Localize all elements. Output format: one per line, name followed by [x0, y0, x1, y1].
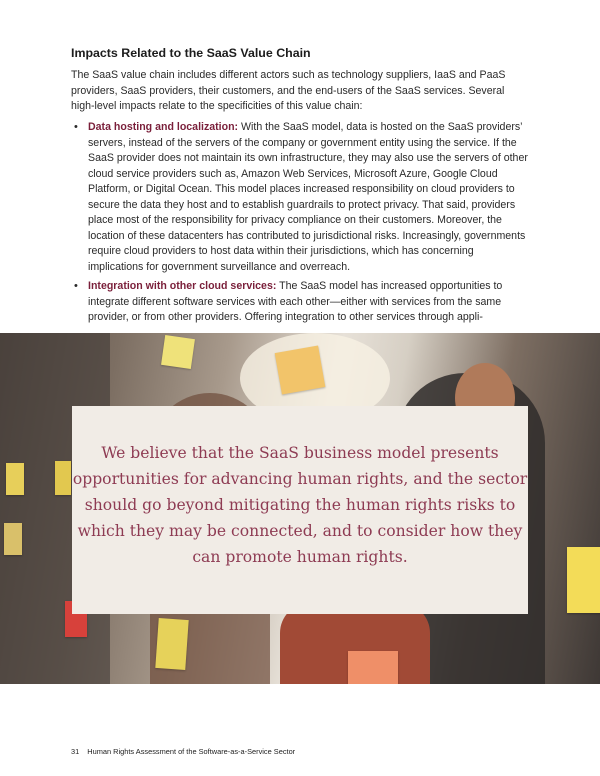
document-title: Human Rights Assessment of the Software-as-a-Service Sector [87, 747, 296, 756]
sticky-note [348, 651, 398, 684]
bullet-text: The SaaS model has increased opportunities to integrate different software services with each other—either with services from the same provider, or from other providers. Offering integration to other services through appli- [88, 280, 503, 323]
pull-quote: We believe that the SaaS business model presents opportunities for advancing human rights, and the sector should go beyond mitigating the human rights risks to which they may be connected, and to consider how they can promote human rights. [72, 444, 528, 566]
bullet-text: With the SaaS model, data is hosted on the SaaS providers’ servers, instead of the servers of the company or government entity using the service. If the SaaS provider does not maintain its own infrastructure, they may also use the servers of other cloud service providers such as, Amazon Web Services, Microsoft Azure, Google Cloud Platform, or Digital Ocean. This model places increased responsibility on cloud providers to secure the data they host and to establish guardrails to protect privacy. That said, providers place most of the responsibility for privacy compliance on their customers. Moreover, the location of these datacenters has contributed to jurisdictional risks. Increasingly, governments require cloud providers to host data within their jurisdictions, which has concerning implications for government surveillance and overreach. [88, 121, 528, 273]
sticky-note [55, 461, 71, 495]
page-footer [71, 747, 295, 756]
bullet-item [71, 120, 531, 275]
bullet-icon: • [74, 280, 78, 292]
page-number: 31 [71, 747, 80, 756]
bullet-icon: • [74, 121, 78, 133]
bullet-list [71, 120, 531, 330]
bullet-lead: Integration with other cloud services: [88, 280, 277, 292]
section-heading: Impacts Related to the SaaS Value Chain [71, 46, 311, 60]
sticky-note [567, 547, 600, 613]
pull-quote-box [72, 406, 528, 614]
sticky-note [161, 335, 195, 369]
sticky-note [155, 618, 188, 670]
sticky-note [4, 523, 22, 555]
bullet-item [71, 279, 531, 326]
intro-paragraph: The SaaS value chain includes different actors such as technology suppliers, IaaS and PaaS providers, SaaS providers, their customers, and the end-users of the SaaS services. Several high-level impacts relate to the specificities of this value chain: [71, 69, 506, 112]
sticky-note [6, 463, 24, 495]
bullet-lead: Data hosting and localization: [88, 121, 239, 133]
sticky-note [275, 345, 326, 394]
